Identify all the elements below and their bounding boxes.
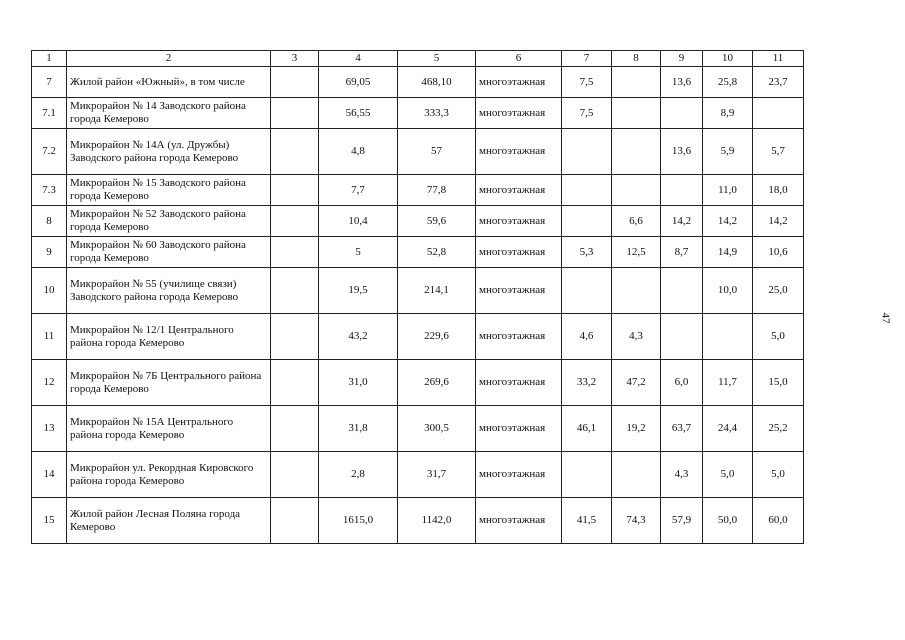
table-cell xyxy=(612,129,661,175)
header-cell: 9 xyxy=(661,51,703,67)
table-cell: 60,0 xyxy=(753,498,804,544)
table-cell: 13 xyxy=(32,406,67,452)
table-cell: 25,0 xyxy=(753,268,804,314)
table-cell: многоэтажная xyxy=(476,67,562,98)
table-cell xyxy=(271,498,319,544)
table-cell: 25,2 xyxy=(753,406,804,452)
table-cell: 6,0 xyxy=(661,360,703,406)
table-cell xyxy=(271,237,319,268)
table-cell: 333,3 xyxy=(398,98,476,129)
table-cell: 5,0 xyxy=(753,314,804,360)
table-cell xyxy=(271,360,319,406)
table-cell xyxy=(661,98,703,129)
table-cell xyxy=(562,268,612,314)
table-cell: 4,3 xyxy=(661,452,703,498)
table-cell xyxy=(271,67,319,98)
table-cell: многоэтажная xyxy=(476,498,562,544)
table-cell xyxy=(661,175,703,206)
table-cell: 7,5 xyxy=(562,98,612,129)
table-cell: Жилой район «Южный», в том числе xyxy=(67,67,271,98)
table-cell: Микрорайон № 55 (училище связи) Заводского района города Кемерово xyxy=(67,268,271,314)
table-cell: 12 xyxy=(32,360,67,406)
table-cell: 5 xyxy=(319,237,398,268)
header-cell: 11 xyxy=(753,51,804,67)
table-cell: 7.3 xyxy=(32,175,67,206)
table-cell: 19,2 xyxy=(612,406,661,452)
table-cell xyxy=(271,314,319,360)
table-cell xyxy=(703,314,753,360)
table-cell: 19,5 xyxy=(319,268,398,314)
table-cell: многоэтажная xyxy=(476,98,562,129)
table-cell: 269,6 xyxy=(398,360,476,406)
header-cell: 4 xyxy=(319,51,398,67)
table-cell: 74,3 xyxy=(612,498,661,544)
table-cell: 468,10 xyxy=(398,67,476,98)
table-cell: Жилой район Лесная Поляна города Кемерово xyxy=(67,498,271,544)
table-cell: 8,7 xyxy=(661,237,703,268)
table-cell: Микрорайон ул. Рекордная Кировского района города Кемерово xyxy=(67,452,271,498)
table-cell: 5,0 xyxy=(703,452,753,498)
table-cell: 10,4 xyxy=(319,206,398,237)
table-row xyxy=(32,67,804,98)
table-cell: Микрорайон № 60 Заводского района города Кемерово xyxy=(67,237,271,268)
header-cell: 8 xyxy=(612,51,661,67)
table-cell: 47,2 xyxy=(612,360,661,406)
table-cell: 46,1 xyxy=(562,406,612,452)
table-cell: 23,7 xyxy=(753,67,804,98)
table-cell: 31,7 xyxy=(398,452,476,498)
table-row xyxy=(32,360,804,406)
table-cell: 43,2 xyxy=(319,314,398,360)
table-cell: многоэтажная xyxy=(476,452,562,498)
table-cell: 52,8 xyxy=(398,237,476,268)
page-number: 47 xyxy=(879,312,892,324)
table-cell: 300,5 xyxy=(398,406,476,452)
table-cell xyxy=(271,98,319,129)
header-cell: 10 xyxy=(703,51,753,67)
header-row xyxy=(32,51,804,67)
table-cell: 41,5 xyxy=(562,498,612,544)
table-cell xyxy=(271,452,319,498)
table-cell: Микрорайон № 15 Заводского района города Кемерово xyxy=(67,175,271,206)
table-cell: многоэтажная xyxy=(476,129,562,175)
table-cell: 57,9 xyxy=(661,498,703,544)
table-row xyxy=(32,237,804,268)
table-cell: 6,6 xyxy=(612,206,661,237)
table-cell: 5,0 xyxy=(753,452,804,498)
table-cell: 31,8 xyxy=(319,406,398,452)
table-cell xyxy=(271,175,319,206)
table-cell: 56,55 xyxy=(319,98,398,129)
table-cell: 50,0 xyxy=(703,498,753,544)
table-cell: 229,6 xyxy=(398,314,476,360)
table-cell: 57 xyxy=(398,129,476,175)
table-cell: 15 xyxy=(32,498,67,544)
table-cell xyxy=(753,98,804,129)
table-cell: многоэтажная xyxy=(476,360,562,406)
table-cell: 7.2 xyxy=(32,129,67,175)
table-cell xyxy=(562,129,612,175)
table-cell: Микрорайон № 12/1 Центрального района города Кемерово xyxy=(67,314,271,360)
table-cell: многоэтажная xyxy=(476,206,562,237)
table-cell: многоэтажная xyxy=(476,314,562,360)
table-cell xyxy=(612,67,661,98)
header-cell: 2 xyxy=(67,51,271,67)
table-cell: 8,9 xyxy=(703,98,753,129)
table-cell: 1142,0 xyxy=(398,498,476,544)
table-cell: 7 xyxy=(32,67,67,98)
table-cell xyxy=(562,452,612,498)
table-cell xyxy=(271,206,319,237)
table-cell: 33,2 xyxy=(562,360,612,406)
table-cell: 14,2 xyxy=(753,206,804,237)
table-row xyxy=(32,206,804,237)
table-cell: Микрорайон № 52 Заводского района города Кемерово xyxy=(67,206,271,237)
table-cell: Микрорайон № 7Б Центрального района города Кемерово xyxy=(67,360,271,406)
table-cell: 13,6 xyxy=(661,129,703,175)
table-cell: 18,0 xyxy=(753,175,804,206)
table-cell: 69,05 xyxy=(319,67,398,98)
table-cell: многоэтажная xyxy=(476,175,562,206)
table-cell: 31,0 xyxy=(319,360,398,406)
table-row xyxy=(32,498,804,544)
header-cell: 3 xyxy=(271,51,319,67)
table-cell: 5,9 xyxy=(703,129,753,175)
table-cell: 214,1 xyxy=(398,268,476,314)
table-row xyxy=(32,452,804,498)
table-cell: 24,4 xyxy=(703,406,753,452)
table-cell: 9 xyxy=(32,237,67,268)
table-cell: 4,3 xyxy=(612,314,661,360)
table-cell: 11 xyxy=(32,314,67,360)
table-cell: 14,9 xyxy=(703,237,753,268)
table-row xyxy=(32,129,804,175)
table-cell: многоэтажная xyxy=(476,268,562,314)
table-cell: 7.1 xyxy=(32,98,67,129)
table-cell xyxy=(661,268,703,314)
table-cell xyxy=(271,129,319,175)
header-cell: 7 xyxy=(562,51,612,67)
table-cell: 77,8 xyxy=(398,175,476,206)
table-cell: 10,6 xyxy=(753,237,804,268)
table-cell: 11,7 xyxy=(703,360,753,406)
table-cell: 1615,0 xyxy=(319,498,398,544)
table-row xyxy=(32,314,804,360)
table-cell: 5,3 xyxy=(562,237,612,268)
table-row xyxy=(32,268,804,314)
table-cell: 7,5 xyxy=(562,67,612,98)
table-cell: 10,0 xyxy=(703,268,753,314)
table-cell: 63,7 xyxy=(661,406,703,452)
table-cell: 59,6 xyxy=(398,206,476,237)
table-cell: 8 xyxy=(32,206,67,237)
table-cell xyxy=(612,452,661,498)
table-cell: 4,8 xyxy=(319,129,398,175)
table-row xyxy=(32,175,804,206)
header-cell: 6 xyxy=(476,51,562,67)
table-cell: 7,7 xyxy=(319,175,398,206)
table-cell: 11,0 xyxy=(703,175,753,206)
table-cell: Микрорайон № 14А (ул. Дружбы) Заводского района города Кемерово xyxy=(67,129,271,175)
table-cell: 25,8 xyxy=(703,67,753,98)
header-cell: 1 xyxy=(32,51,67,67)
table-row xyxy=(32,406,804,452)
table-cell: 12,5 xyxy=(612,237,661,268)
table-cell: многоэтажная xyxy=(476,237,562,268)
table-cell xyxy=(271,406,319,452)
table-cell xyxy=(612,98,661,129)
table-cell xyxy=(661,314,703,360)
table-cell: Микрорайон № 14 Заводского района города Кемерово xyxy=(67,98,271,129)
table-cell xyxy=(612,175,661,206)
table-cell xyxy=(612,268,661,314)
table-cell xyxy=(562,175,612,206)
table-cell: 14,2 xyxy=(661,206,703,237)
table-cell: 14,2 xyxy=(703,206,753,237)
table-cell: 15,0 xyxy=(753,360,804,406)
table-cell: 13,6 xyxy=(661,67,703,98)
table-cell: 2,8 xyxy=(319,452,398,498)
table-cell xyxy=(562,206,612,237)
table-cell: 5,7 xyxy=(753,129,804,175)
data-table xyxy=(31,50,804,544)
table-cell: 14 xyxy=(32,452,67,498)
table-cell: Микрорайон № 15А Центрального района города Кемерово xyxy=(67,406,271,452)
table-cell xyxy=(271,268,319,314)
table-row xyxy=(32,98,804,129)
table-cell: 10 xyxy=(32,268,67,314)
header-cell: 5 xyxy=(398,51,476,67)
table-cell: многоэтажная xyxy=(476,406,562,452)
table-cell: 4,6 xyxy=(562,314,612,360)
